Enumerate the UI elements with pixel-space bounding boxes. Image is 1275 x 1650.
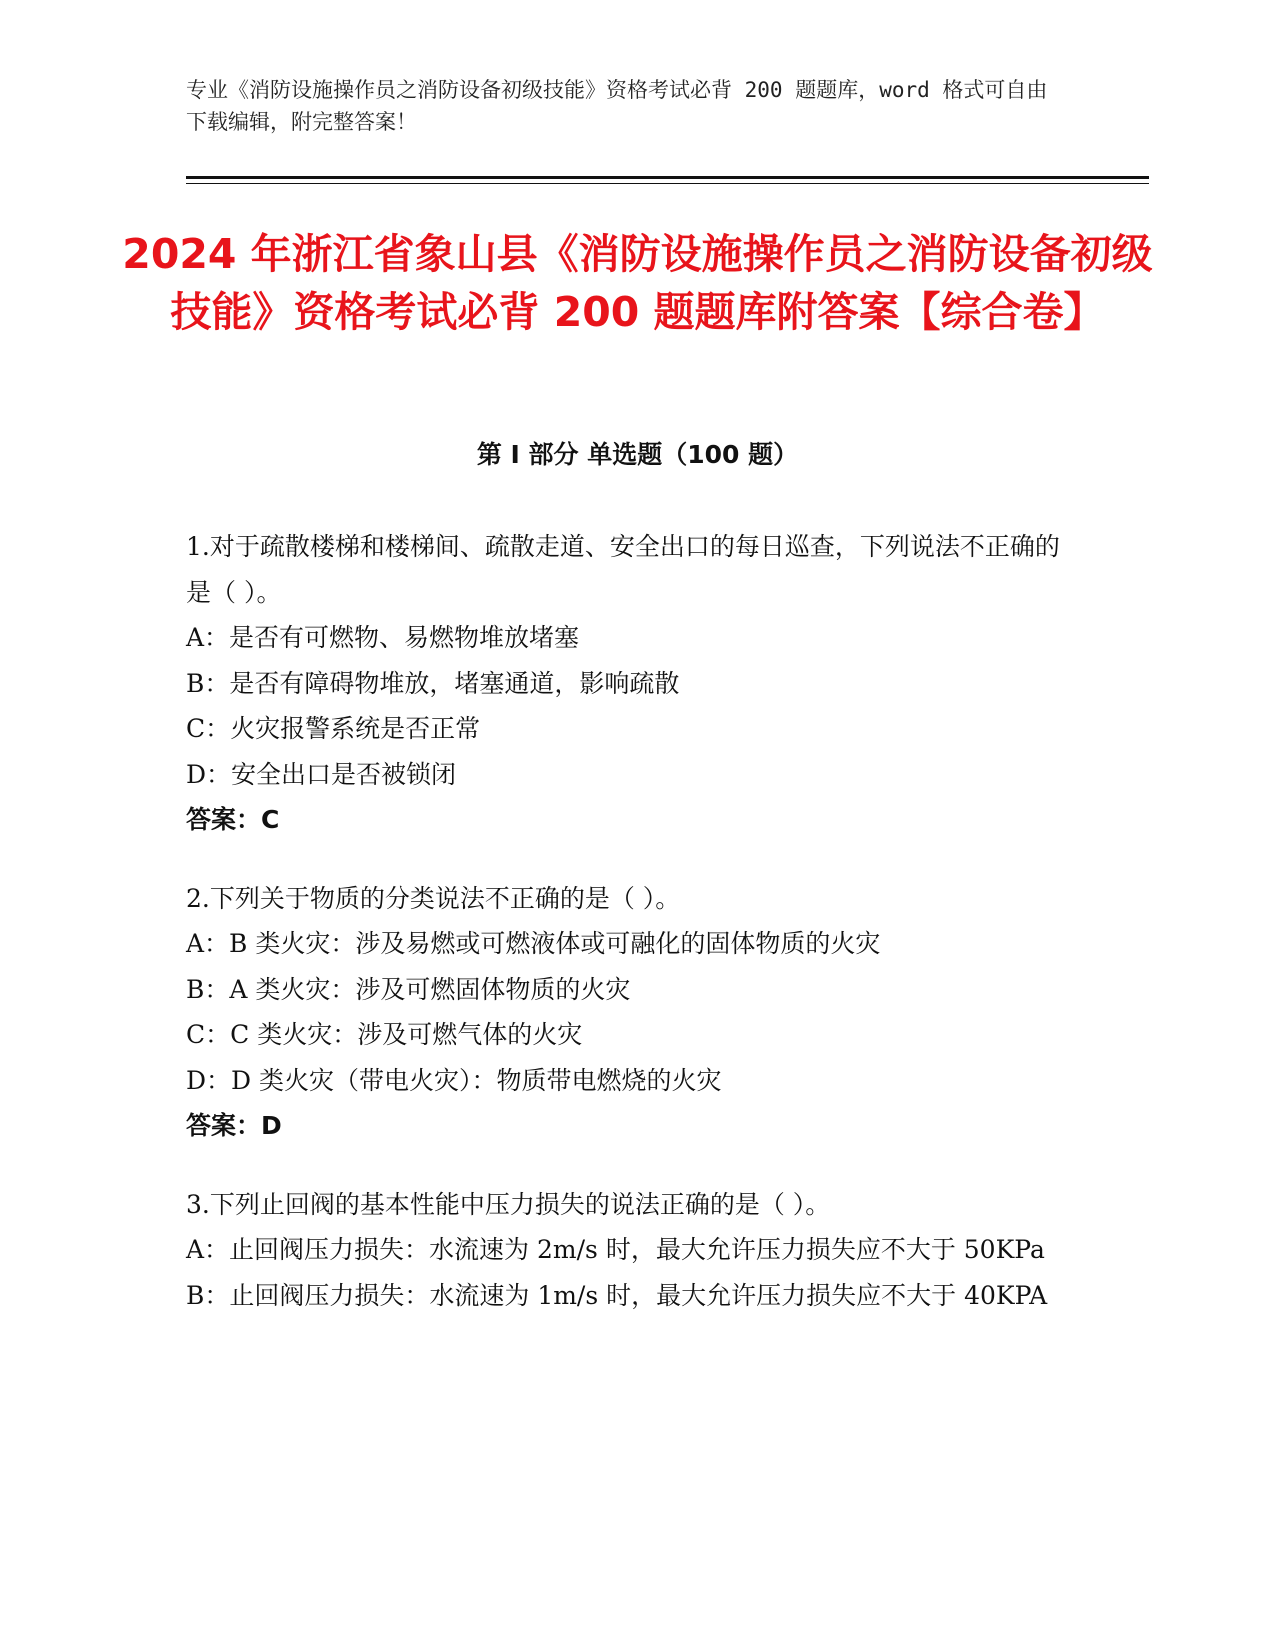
question-answer: 答案：C [186,805,280,834]
header-divider-thick [186,176,1149,179]
question-1 [186,524,1066,843]
question-option-b: B：是否有障碍物堆放，堵塞通道，影响疏散 [186,668,680,698]
question-option-d: D：安全出口是否被锁闭 [186,759,457,789]
question-option-c: C：火灾报警系统是否正常 [186,714,481,743]
question-option-c: C：C 类火灾：涉及可燃气体的火灾 [186,1020,583,1049]
question-option-a: A：是否有可燃物、易燃物堆放堵塞 [186,623,580,652]
question-option-b: B：止回阀压力损失：水流速为 1m/s 时，最大允许压力损失应不大于 40KPA [186,1280,1048,1310]
header-divider-thin [186,183,1149,184]
question-option-b: B：A 类火灾：涉及可燃固体物质的火灾 [186,974,631,1004]
question-option-a: A：止回阀压力损失：水流速为 2m/s 时，最大允许压力损失应不大于 50KPa [186,1235,1045,1264]
question-list [186,524,1066,1351]
question-2 [186,876,1066,1149]
question-option-d: D：D 类火灾（带电火灾）：物质带电燃烧的火灾 [186,1065,722,1095]
question-stem: 2.下列关于物质的分类说法不正确的是（ ）。 [186,883,681,913]
question-stem: 3.下列止回阀的基本性能中压力损失的说法正确的是（ ）。 [186,1189,831,1219]
header-note: 专业《消防设施操作员之消防设备初级技能》资格考试必背 200 题题库，word 格式可自由下载编辑，附完整答案！ [186,78,1048,134]
question-answer: 答案：D [186,1111,282,1140]
question-3 [186,1182,1066,1319]
section-title: 第 I 部分 单选题（100 题） [476,440,799,469]
question-stem: 1.对于疏散楼梯和楼梯间、疏散走道、安全出口的每日巡查，下列说法不正确的是（ ）。 [186,532,1060,607]
document-title: 2024 年浙江省象山县《消防设施操作员之消防设备初级技能》资格考试必背 200 题题库附答案【综合卷】 [122,230,1153,336]
question-option-a: A：B 类火灾：涉及易燃或可燃液体或可融化的固体物质的火灾 [186,929,881,958]
